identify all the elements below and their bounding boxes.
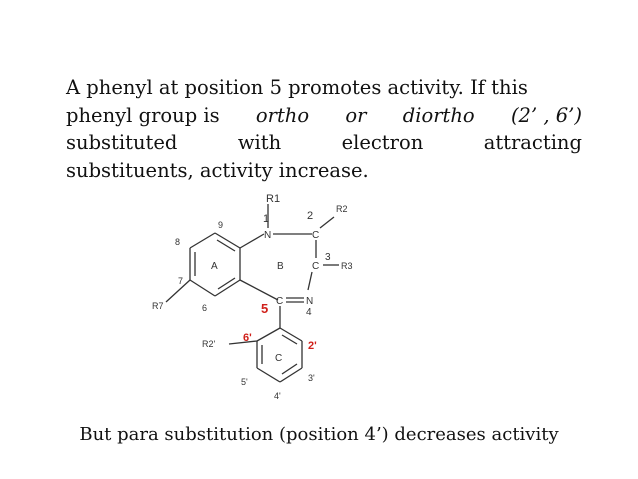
paragraph-line-3 xyxy=(66,129,582,157)
label-r7: R7 xyxy=(152,301,164,311)
label-position-6: 6 xyxy=(202,303,208,313)
label-position-5prime: 5' xyxy=(241,377,248,387)
structure-labels xyxy=(152,193,353,401)
label-ring-c: C xyxy=(275,353,283,364)
label-position-6prime: 6' xyxy=(243,332,252,344)
line2-ortho: ortho xyxy=(255,103,310,127)
label-c3-atom: C xyxy=(312,261,320,272)
line2-or: or xyxy=(345,103,367,127)
label-position-3prime: 3' xyxy=(308,373,315,383)
line3-word: substituted xyxy=(66,131,178,154)
line2-diortho: diortho xyxy=(402,103,475,127)
paragraph-line-1: A phenyl at position 5 promotes activity. If this xyxy=(66,76,528,99)
label-position-4prime: 4' xyxy=(274,391,281,401)
line2-positions: (2’ , 6’) xyxy=(510,103,582,127)
structure-drawing xyxy=(140,188,376,418)
label-r1: R1 xyxy=(266,193,281,205)
line3-word: electron xyxy=(341,131,424,154)
label-r2prime: R2' xyxy=(202,339,216,349)
label-ring-b: B xyxy=(277,261,284,272)
label-ring-a: A xyxy=(211,261,218,272)
label-position-2prime: 2' xyxy=(308,340,317,352)
label-r3: R3 xyxy=(341,261,353,271)
label-position-8: 8 xyxy=(175,237,181,247)
label-position-4: 4 xyxy=(306,307,312,318)
paragraph-line-4: substituents, activity increase. xyxy=(66,158,369,182)
label-position-9: 9 xyxy=(218,220,224,230)
label-r2: R2 xyxy=(336,204,348,214)
label-c2-atom: C xyxy=(312,230,320,241)
label-position-2: 2 xyxy=(307,210,314,222)
benzodiazepine-structure xyxy=(140,188,376,418)
label-c5-atom: C xyxy=(276,296,284,307)
label-position-7: 7 xyxy=(178,276,184,286)
line3-word: attracting xyxy=(483,131,582,154)
slide-caption: But para substitution (position 4’) decreases activity xyxy=(79,424,559,445)
label-position-1: 1 xyxy=(263,213,270,225)
line2-pre: phenyl group is xyxy=(66,103,220,127)
label-n1-atom: N xyxy=(264,230,272,241)
paragraph-line-2 xyxy=(66,102,582,130)
label-position-5: 5 xyxy=(261,301,269,316)
slide-paragraph xyxy=(66,74,582,184)
label-n4-atom: N xyxy=(306,296,314,307)
line3-word: with xyxy=(237,131,282,154)
label-position-3: 3 xyxy=(325,252,331,263)
